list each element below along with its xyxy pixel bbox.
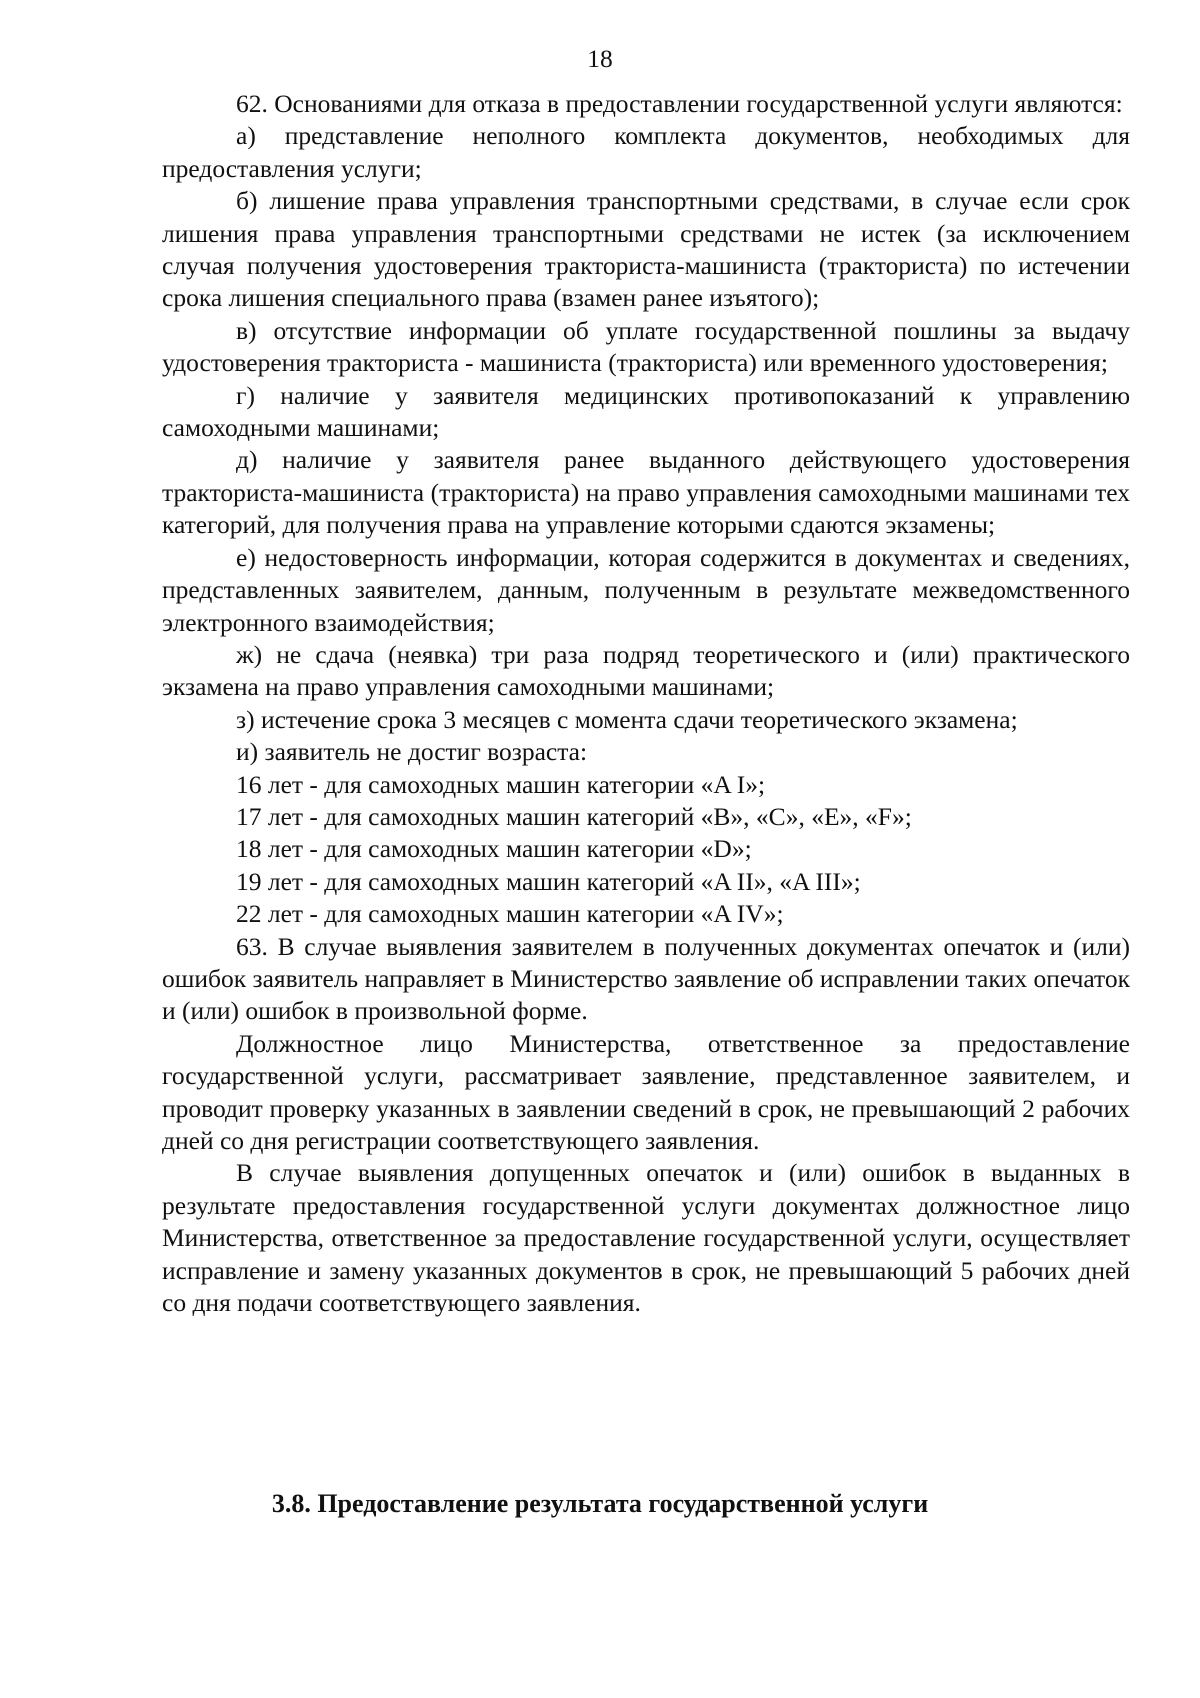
list-item-v: в) отсутствие информации об уплате государственной пошлины за выдачу удостоверения тракториста - машиниста (тракториста) или временного удостоверения; xyxy=(162,315,1130,378)
age-item-17: 17 лет - для самоходных машин категорий «B», «C», «E», «F»; xyxy=(236,801,912,831)
document-body xyxy=(162,88,1130,1319)
age-item-18: 18 лет - для самоходных машин категории «D»; xyxy=(236,834,752,864)
list-item-b: б) лишение права управления транспортными средствами, в случае если срок лишения права управления транспортными средствами не истек (за исключением случая получения удостоверения тракториста-машиниста (тракториста) по истечении срока лишения специального права (взамен ранее изъятого); xyxy=(162,186,1130,313)
age-item-19: 19 лет - для самоходных машин категорий «A II», «A III»; xyxy=(236,866,861,896)
list-item-a: а) представление неполного комплекта документов, необходимых для предоставления услуги; xyxy=(162,121,1130,183)
list-item-zh: ж) не сдача (неявка) три раза подряд теоретического и (или) практического экзамена на право управления самоходными машинами; xyxy=(162,639,1130,702)
list-item-z: з) истечение срока 3 месяцев с момента сдачи теоретического экзамена; xyxy=(236,704,1018,734)
age-item-16: 16 лет - для самоходных машин категории «A I»; xyxy=(236,769,766,799)
list-item-i: и) заявитель не достиг возраста: xyxy=(236,737,588,767)
list-item-d: д) наличие у заявителя ранее выданного действующего удостоверения тракториста-машиниста (тракториста) на право управления самоходными машинами тех категорий, для получения права на управление которыми сдаются экзамены; xyxy=(162,445,1130,540)
age-item-22: 22 лет - для самоходных машин категории «A IV»; xyxy=(236,899,784,929)
paragraph-official-review: Должностное лицо Министерства, ответственное за предоставление государственной услуги, рассматривает заявление, представленное заявителем, и проводит проверку указанных в заявлении сведений в срок, не превышающий 2 рабочих дней со дня регистрации соответствующего заявления. xyxy=(162,1028,1130,1155)
list-item-e: е) недостоверность информации, которая содержится в документах и сведениях, представленных заявителем, данным, полученным в результате межведомственного электронного взаимодействия; xyxy=(162,542,1130,637)
page-number: 18 xyxy=(587,44,613,73)
section-heading: 3.8. Предоставление результата государственной услуги xyxy=(271,1489,929,1518)
list-item-g: г) наличие у заявителя медицинских противопоказаний к управлению самоходными машинами; xyxy=(162,380,1130,443)
paragraph-63: 63. В случае выявления заявителем в полученных документах опечаток и (или) ошибок заявитель направляет в Министерство заявление об исправлении таких опечаток и (или) ошибок в произвольной форме. xyxy=(162,931,1131,1026)
paragraph-62-intro: 62. Основаниями для отказа в предоставлении государственной услуги являются: xyxy=(236,89,1123,118)
paragraph-correction: В случае выявления допущенных опечаток и (или) ошибок в выданных в результате предоставления государственной услуги документах должностное лицо Министерства, ответственное за предоставление государственной услуги, осуществляет исправление и замену указанных документов в срок, не превышающий 5 рабочих дней со дня подачи соответствующего заявления. xyxy=(162,1158,1130,1318)
